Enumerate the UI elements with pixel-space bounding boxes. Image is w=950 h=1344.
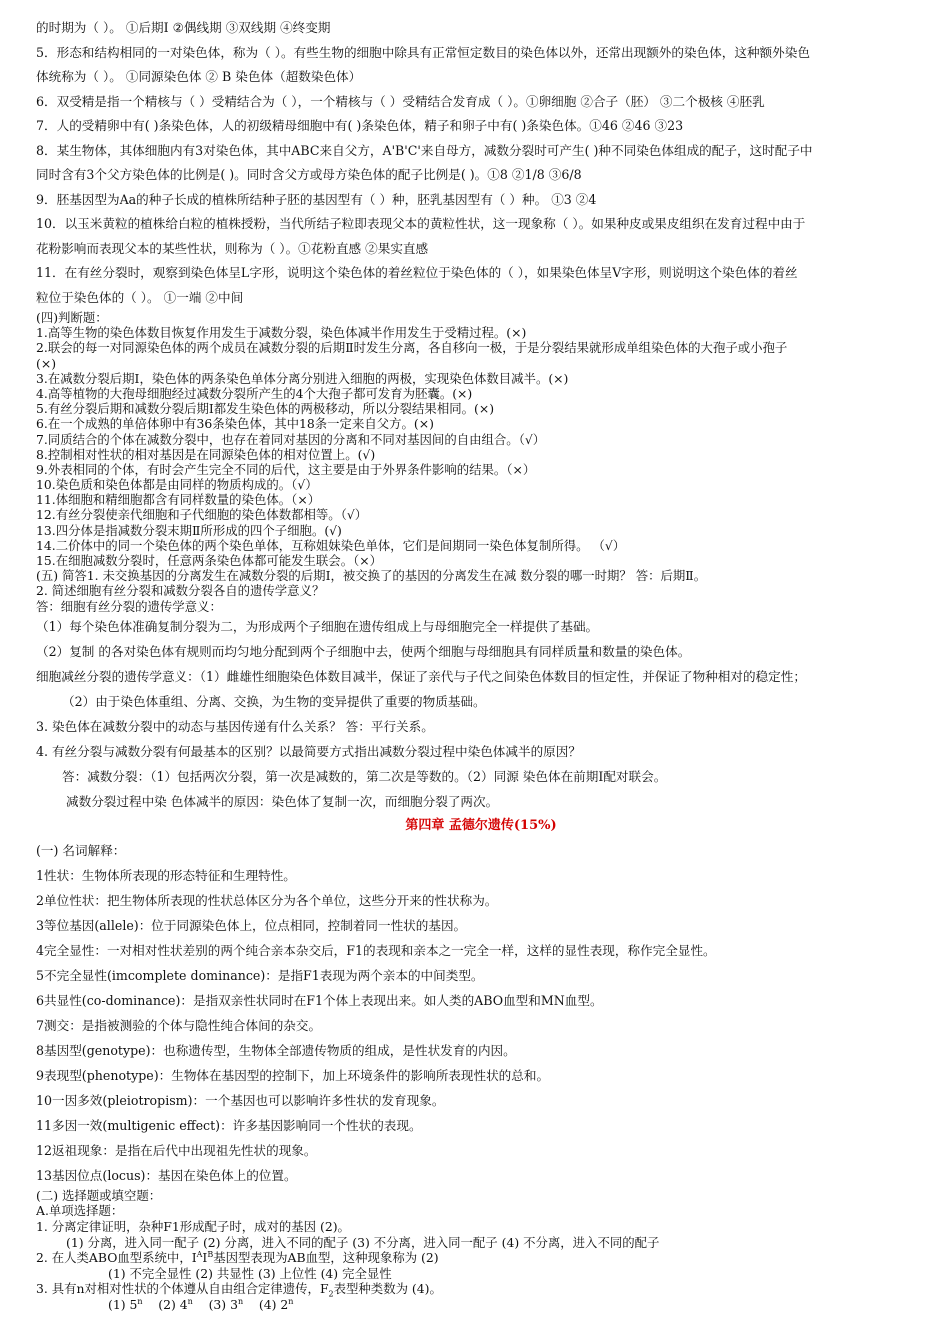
- choice-section: [36, 1188, 926, 1313]
- text-line: 1.高等生物的染色体数目恢复作用发生于减数分裂，染色体减半作用发生于受精过程。(×): [36, 325, 527, 341]
- option-4: (4) 2: [258, 1296, 289, 1312]
- text-line: 5．形态和结构相同的一对染色体，称为（ ）。有些生物的细胞中除具有正常恒定数目的染色体以外，还常出现额外的染色体，这种额外染色: [36, 44, 810, 60]
- answers-section: [36, 614, 926, 814]
- text-line: 减数分裂过程中染 色体减半的原因：染色体了复制一次，而细胞分裂了两次。: [66, 793, 499, 809]
- exponent-n: n: [137, 1296, 143, 1306]
- question-2-text-i: I: [202, 1250, 208, 1266]
- true-false-section: [36, 310, 926, 614]
- text-line: 的时期为（ ）。 ①后期Ⅰ ②偶线期 ③双线期 ④终变期: [36, 20, 331, 35]
- term-item: 3等位基因(allele)：位于同源染色体上，位点相同，控制着同一性状的基因。: [36, 917, 467, 933]
- meiosis-fill-in-section: [36, 16, 926, 310]
- exponent-n: n: [187, 1296, 193, 1306]
- text-line: 7.同质结合的个体在减数分裂中，也存在着同对基因的分离和不同对基因间的自由组合。（√）: [36, 431, 546, 447]
- text-line: 5.有丝分裂后期和减数分裂后期Ⅰ都发生染色体的两极移动，所以分裂结果相同。(×): [36, 401, 495, 417]
- subscript-2: 2: [328, 1289, 334, 1297]
- text-line: 8．某生物体，其体细胞内有3对染色体，其中ABC来自父方，A'B'C'来自母方，减数分裂时可产生( )种不同染色体组成的配子，这时配子中: [36, 142, 813, 158]
- text-line: 体统称为（ ）。 ①同源染色体 ② B 染色体（超数染色体）: [36, 69, 362, 84]
- section-title: (二) 选择题或填空题：: [36, 1187, 162, 1203]
- text-line: 粒位于染色体的（ ）。 ①一端 ②中间: [36, 289, 244, 305]
- text-line: 细胞减丝分裂的遗传学意义：（1）雌雄性细胞染色体数目减半，保证了亲代与子代之间染色体数目的恒定性，并保证了物种相对的稳定性；: [36, 668, 806, 684]
- term-item: 1性状：生物体所表现的形态特征和生理特性。: [36, 867, 296, 883]
- text-line: 答：细胞有丝分裂的遗传学意义：: [36, 598, 222, 614]
- chapter-title: 第四章 孟德尔遗传(15%): [405, 817, 557, 833]
- question-3-text-a: 3. 具有n对相对性状的个体遵从自由组合定律遗传，F: [36, 1281, 329, 1297]
- term-item: 7测交：是指被测验的个体与隐性纯合体间的杂交。: [36, 1017, 322, 1033]
- term-item: 2单位性状：把生物体所表现的性状总体区分为各个单位，这些分开来的性状称为。: [36, 892, 498, 908]
- text-line: 4. 有丝分裂与减数分裂有何最基本的区别？以最简要方式指出减数分裂过程中染色体减半的原因？: [36, 743, 581, 759]
- text-line: 11.体细胞和精细胞都含有同样数量的染色体。（×）: [36, 492, 321, 508]
- option-1: (1) 5: [108, 1296, 138, 1312]
- term-item: 10一因多效(pleiotropism)：一个基因也可以影响许多性状的发育现象。: [36, 1092, 445, 1108]
- text-line: 8.控制相对性状的相对基因是在同源染色体的相对位置上。(√): [36, 446, 376, 462]
- text-line: 6.在一个成熟的单倍体卵中有36条染色体，其中18条一定来自父方。(×): [36, 416, 434, 432]
- question-3-options: [36, 1297, 926, 1313]
- term-item: 8基因型(genotype)：也称遗传型，生物体全部遗传物质的组成，是性状发育的内因。: [36, 1042, 516, 1058]
- question-1-options: (1) 分离，进入同一配子 (2) 分离，进入不同的配子 (3) 不分离，进入同一配子 (4) 不分离，进入不同的配子: [66, 1234, 660, 1250]
- term-item: 12返祖现象：是指在后代中出现祖先性状的现象。: [36, 1142, 317, 1158]
- text-line: 9．胚基因型为Aa的种子长成的植株所结种子胚的基因型有（ ）种，胚乳基因型有（ ）种。 ①3 ②4: [36, 191, 597, 207]
- text-line: 14.二价体中的同一个染色体的两个染色单体，互称姐妹染色单体，它们是间期同一染色体复制所得。 （√）: [36, 537, 626, 553]
- text-line: 同时含有3个父方染色体的比例是( )。同时含父方或母方染色体的配子比例是( )。①8 ②1/8 ③6/8: [36, 167, 582, 182]
- question-1: 1. 分离定律证明，杂种F1形成配子时，成对的基因 (2)。: [36, 1218, 350, 1234]
- question-3-text-b: 表型种类数为 (4)。: [333, 1281, 442, 1297]
- section-title: (四)判断题：: [36, 310, 108, 325]
- text-line: （2）复制 的各对染色体有规则而均匀地分配到两个子细胞中去，使两个细胞与母细胞具有同样质量和数量的染色体。: [36, 643, 691, 659]
- text-line: 13.四分体是指减数分裂末期Ⅱ所形成的四个子细胞。(√): [36, 522, 342, 538]
- document-page: [36, 16, 926, 1313]
- option-2: (2) 4: [158, 1296, 188, 1312]
- question-2-text-a: 2. 在人类ABO血型系统中，I: [36, 1250, 197, 1266]
- text-line: 答：减数分裂：（1）包括两次分裂，第一次是减数的，第二次是等数的。（2）同源 染色体在前期Ⅰ配对联会。: [62, 768, 667, 784]
- text-line: 2. 简述细胞有丝分裂和减数分裂各自的遗传学意义？: [36, 583, 325, 599]
- text-line: 2.联会的每一对同源染色体的两个成员在减数分裂的后期Ⅱ时发生分离，各自移向一极，于是分裂结果就形成单组染色体的大孢子或小孢子: [36, 340, 788, 356]
- text-line: 3. 染色体在减数分裂中的动态与基因传递有什么关系？ 答：平行关系。: [36, 718, 434, 734]
- text-line: 10．以玉米黄粒的植株给白粒的植株授粉，当代所结子粒即表现父本的黄粒性状，这一现象称（ ）。如果种皮或果皮组织在发育过程中由于: [36, 216, 806, 231]
- question-2: [36, 1250, 926, 1266]
- exponent-n: n: [237, 1296, 244, 1306]
- option-3: (3) 3: [208, 1296, 238, 1312]
- term-item: 6共显性(co-dominance)：是指双亲性状同时在F1个体上表现出来。如人类的ABO血型和MN血型。: [36, 992, 603, 1008]
- section-title: (一) 名词解释：: [36, 842, 126, 858]
- text-line: 10.染色质和染色体都是由同样的物质构成的。（√）: [36, 477, 318, 493]
- text-line: 4.高等植物的大孢母细胞经过减数分裂所产生的4个大孢子都可发育为胚囊。(×): [36, 385, 473, 401]
- superscript-b: B: [207, 1250, 214, 1259]
- text-line: 花粉影响而表现父本的某些性状，则称为（ ）。①花粉直感 ②果实直感: [36, 240, 429, 256]
- term-item: 11多因一效(multigenic effect)：许多基因影响同一个性状的表现。: [36, 1117, 422, 1133]
- term-item: 9表现型(phenotype)：生物体在基因型的控制下，加上环境条件的影响所表现性状的总和。: [36, 1067, 550, 1083]
- exponent-n: n: [288, 1296, 294, 1306]
- term-item: 13基因位点(locus)：基因在染色体上的位置。: [36, 1167, 297, 1183]
- term-item: 5不完全显性(imcomplete dominance)：是指F1表现为两个亲本的中间类型。: [36, 967, 484, 983]
- text-line: 12.有丝分裂使亲代细胞和子代细胞的染色体数都相等。（√）: [36, 507, 368, 523]
- text-line: （2）由于染色体重组、分离、交换，为生物的变异提供了重要的物质基础。: [62, 693, 486, 709]
- text-line: (五) 简答1. 未交换基因的分离发生在减数分裂的后期Ⅰ，被交换了的基因的分离发生在减 数分裂的哪一时期？ 答：后期Ⅱ。: [36, 568, 707, 584]
- text-line: 7．人的受精卵中有( )条染色体，人的初级精母细胞中有( )条染色体，精子和卵子中有( )条染色体。①46 ②46 ③23: [36, 118, 684, 133]
- text-line: 3.在减数分裂后期Ⅰ，染色体的两条染色单体分离分别进入细胞的两极，实现染色体数目减半。(×): [36, 370, 569, 386]
- text-line: 15.在细胞减数分裂时，任意两条染色体都可能发生联会。（×）: [36, 553, 383, 568]
- terms-section: [36, 838, 926, 1188]
- superscript-a: A: [196, 1250, 203, 1259]
- text-line: 9.外表相同的个体，有时会产生完全不同的后代，这主要是由于外界条件影响的结果。（×）: [36, 461, 536, 477]
- text-line: (×): [36, 355, 57, 371]
- subsection-title: A.单项选择题：: [36, 1203, 124, 1219]
- text-line: （1）每个染色体准确复制分裂为二，为形成两个子细胞在遗传组成上与母细胞完全一样提供了基础。: [36, 618, 599, 634]
- question-3: [36, 1281, 926, 1297]
- text-line: 11．在有丝分裂时，观察到染色体呈L字形，说明这个染色体的着丝粒位于染色体的（ ），如果染色体呈V字形，则说明这个染色体的着丝: [36, 265, 798, 280]
- text-line: 6．双受精是指一个精核与（ ）受精结合为（ ），一个精核与（ ）受精结合发育成（ ）。①卵细胞 ②合子（胚） ③二个极核 ④胚乳: [36, 93, 765, 109]
- question-2-text-b: 基因型表现为AB血型，这种现象称为 (2): [213, 1250, 439, 1266]
- question-2-options: (1) 不完全显性 (2) 共显性 (3) 上位性 (4) 完全显性: [108, 1265, 392, 1281]
- term-item: 4完全显性：一对相对性状差别的两个纯合亲本杂交后，F1的表现和亲本之一完全一样，这样的显性表现，称作完全显性。: [36, 942, 716, 958]
